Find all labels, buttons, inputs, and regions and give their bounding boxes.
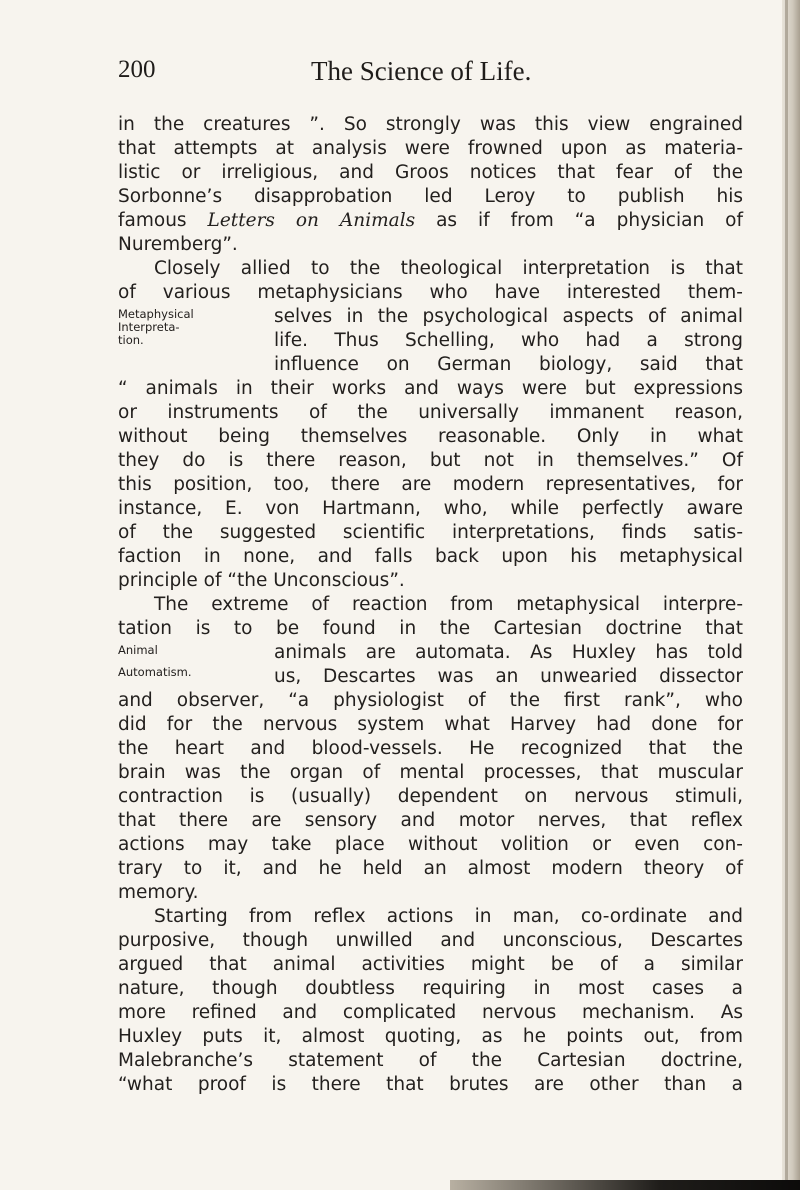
page-number: 200 <box>118 56 156 83</box>
text-line: Starting from reflex actions in man, co-ordinate and <box>154 906 743 927</box>
text-line: memory. <box>118 882 199 903</box>
text-line: instance, E. von Hartmann, who, while perfectly aware <box>118 498 743 519</box>
text-line: us, Descartes was an unwearied dissector <box>274 666 743 687</box>
text-line: Closely allied to the theological interpretation is that <box>154 258 743 279</box>
text-line: purposive, though unwilled and unconscious, Descartes <box>118 930 743 951</box>
text-line: The extreme of reaction from metaphysical interpre- <box>154 594 743 615</box>
text-line: of the suggested scientific interpretations, finds satis- <box>118 522 743 543</box>
binding-shadow <box>785 0 788 1190</box>
text-line: “what proof is there that brutes are other than a <box>118 1074 743 1095</box>
text-line: more refined and complicated nervous mechanism. As <box>118 1002 743 1023</box>
text-line: principle of “the Unconscious”. <box>118 570 405 591</box>
text-line: brain was the organ of mental processes, that muscular <box>118 762 743 783</box>
text-line: influence on German biology, said that <box>274 354 743 375</box>
text-line: this position, too, there are modern representatives, for <box>118 474 743 495</box>
text-line: Sorbonne’s disapprobation led Leroy to publish his <box>118 186 743 207</box>
text-line: the heart and blood-vessels. He recognized that the <box>118 738 743 759</box>
sidenote-line: Animal <box>118 643 158 657</box>
sidenote-metaphysical-interpretation <box>118 308 268 347</box>
sidenote-line: Automatism. <box>118 665 192 679</box>
text-line: listic or irreligious, and Groos notices that fear of the <box>118 162 743 183</box>
text-line: life. Thus Schelling, who had a strong <box>274 330 743 351</box>
running-title: The Science of Life. <box>311 56 532 86</box>
text-line: selves in the psychological aspects of animal <box>274 306 743 327</box>
book-title-italic: Letters on Animals <box>207 210 416 231</box>
text-line: trary to it, and he held an almost modern theory of <box>118 858 743 879</box>
sidenote-animal-automatism <box>118 644 268 679</box>
sidenote-line: Interpreta- <box>118 320 180 334</box>
text-line: argued that animal activities might be of a similar <box>118 954 743 975</box>
sidenote-line: tion. <box>118 333 144 347</box>
sidenote-line: Metaphysical <box>118 307 194 321</box>
text-run: famous <box>118 210 208 231</box>
text-line: contraction is (usually) dependent on nervous stimuli, <box>118 786 743 807</box>
text-line: that there are sensory and motor nerves, that reflex <box>118 810 743 831</box>
text-line: Malebranche’s statement of the Cartesian doctrine, <box>118 1050 743 1071</box>
text-line: tation is to be found in the Cartesian doctrine that <box>118 618 743 639</box>
text-line: or instruments of the universally immanent reason, <box>118 402 743 423</box>
text-line: did for the nervous system what Harvey had done for <box>118 714 743 735</box>
text-line: animals are automata. As Huxley has told <box>274 642 743 663</box>
text-line: in the creatures ”. So strongly was this view engrained <box>118 114 743 135</box>
text-line: that attempts at analysis were frowned upon as materia- <box>118 138 743 159</box>
text-line: “ animals in their works and ways were but expressions <box>118 378 743 399</box>
text-line: nature, though doubtless requiring in most cases a <box>118 978 743 999</box>
text-line: Huxley puts it, almost quoting, as he points out, from <box>118 1026 743 1047</box>
text-line: actions may take place without volition or even con- <box>118 834 743 855</box>
text-line: faction in none, and falls back upon his metaphysical <box>118 546 743 567</box>
text-line <box>118 209 743 233</box>
text-line: and observer, “a physiologist of the first rank”, who <box>118 690 743 711</box>
text-line: they do is there reason, but not in themselves.” Of <box>118 450 743 471</box>
text-run: as if from “a physician of <box>415 210 743 231</box>
text-line: of various metaphysicians who have interested them- <box>118 282 743 303</box>
text-line: without being themselves reasonable. Only in what <box>118 426 743 447</box>
text-line: Nuremberg”. <box>118 234 238 255</box>
scan-shadow-bar <box>450 1180 800 1190</box>
page-header <box>118 56 743 92</box>
